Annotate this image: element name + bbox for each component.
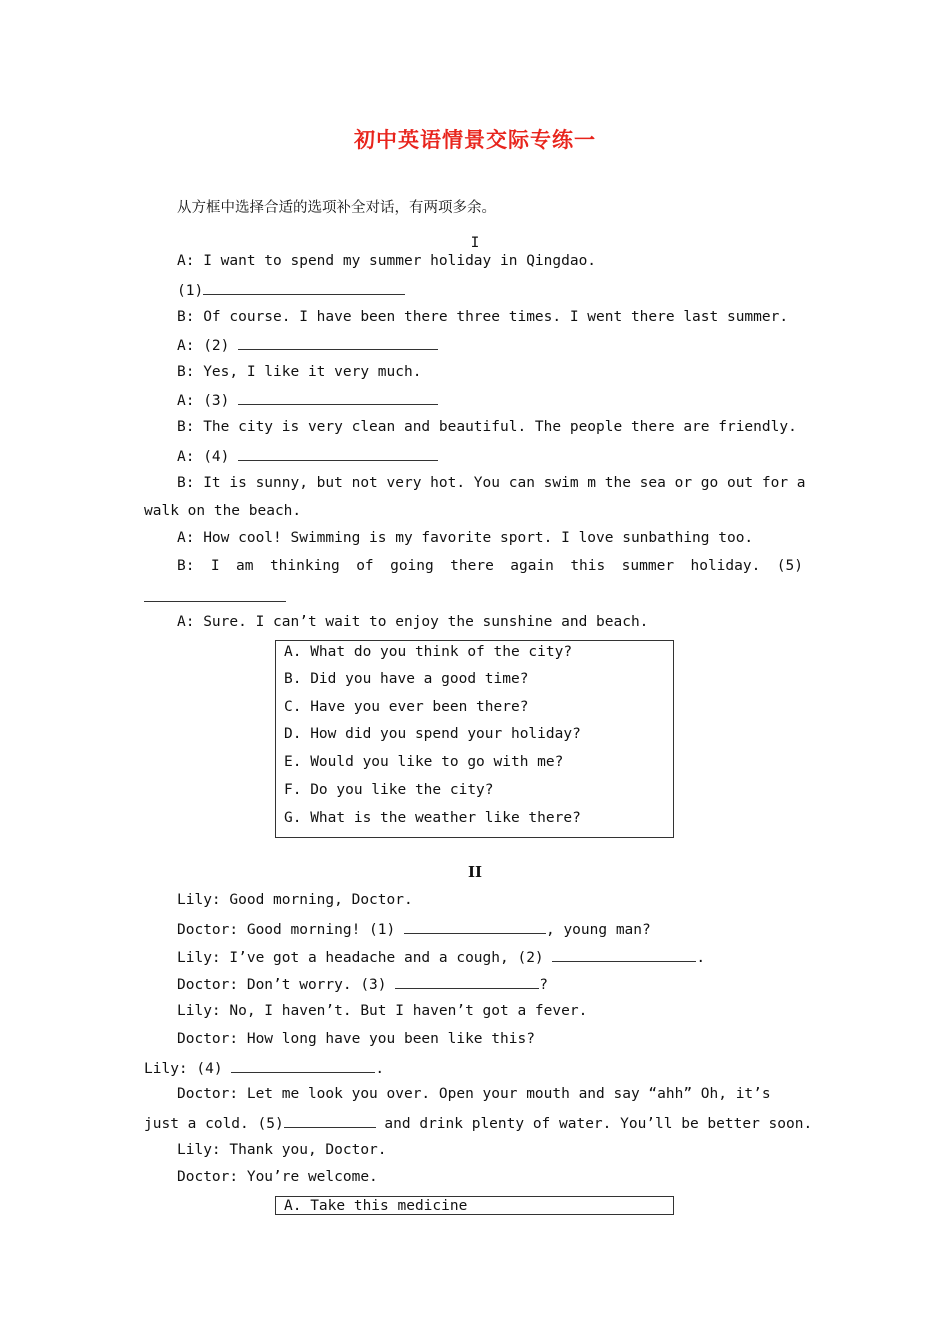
dialogue-line: Lily: Good morning, Doctor. (177, 892, 413, 908)
option-item: B. Did you have a good time? (284, 671, 529, 687)
dialogue-line: Doctor: Let me look you over. Open your mouth and say “ahh” Oh, it’s (177, 1086, 771, 1102)
options-box (275, 640, 674, 838)
dialogue-line: A: (4) (177, 445, 438, 467)
dialogue-line: Doctor: Good morning! (1) , young man? (177, 918, 651, 940)
option-item: C. Have you ever been there? (284, 699, 529, 715)
dialogue-line: A: How cool! Swimming is my favorite sport. I love sunbathing too. (177, 530, 754, 546)
instruction: 从方框中选择合适的选项补全对话，有两项多余。 (177, 200, 496, 216)
option-item: A. Take this medicine (284, 1198, 468, 1214)
part2-heading: II (467, 863, 483, 881)
dialogue-line: Doctor: How long have you been like this? (177, 1031, 535, 1047)
part1-heading: I (470, 235, 480, 251)
option-item: G. What is the weather like there? (284, 810, 581, 826)
dialogue-line: Lily: Thank you, Doctor. (177, 1142, 387, 1158)
dialogue-line: A: I want to spend my summer holiday in Qingdao. (177, 253, 597, 269)
dialogue-line: B: It is sunny, but not very hot. You can swim m the sea or go out for a (177, 475, 806, 491)
dialogue-line: B: The city is very clean and beautiful. The people there are friendly. (177, 419, 797, 435)
dialogue-line: Lily: No, I haven’t. But I haven’t got a fever. (177, 1003, 588, 1019)
dialogue-line: Doctor: Don’t worry. (3) ? (177, 973, 548, 995)
option-item: E. Would you like to go with me? (284, 754, 564, 770)
options-box (275, 1196, 674, 1215)
dialogue-line: Lily: I’ve got a headache and a cough, (2) . (177, 946, 705, 968)
answer-blank[interactable] (395, 973, 539, 989)
option-item: A. What do you think of the city? (284, 644, 573, 660)
dialogue-line: Lily: (4) . (144, 1057, 384, 1079)
dialogue-line: A: (2) (177, 334, 438, 356)
answer-blank[interactable] (203, 279, 405, 295)
page-title: 初中英语情景交际专练一 (354, 127, 596, 152)
answer-blank[interactable] (238, 334, 438, 350)
answer-blank[interactable] (552, 946, 696, 962)
dialogue-line: B: Yes, I like it very much. (177, 364, 422, 380)
dialogue-line: just a cold. (5) and drink plenty of water. You’ll be better soon. (144, 1112, 812, 1134)
answer-blank[interactable] (404, 918, 546, 934)
dialogue-line: (1) (177, 279, 405, 301)
dialogue-line: Doctor: You’re welcome. (177, 1169, 378, 1185)
answer-blank[interactable] (238, 445, 438, 461)
answer-blank[interactable] (231, 1057, 375, 1073)
dialogue-line: A: (3) (177, 389, 438, 411)
dialogue-line: walk on the beach. (144, 503, 302, 519)
option-item: F. Do you like the city? (284, 782, 494, 798)
dialogue-line: A: Sure. I can’t wait to enjoy the sunshine and beach. (177, 614, 649, 630)
answer-blank[interactable] (144, 586, 286, 602)
answer-blank[interactable] (284, 1112, 376, 1128)
dialogue-line: B: Of course. I have been there three times. I went there last summer. (177, 309, 789, 325)
answer-blank[interactable] (238, 389, 438, 405)
option-item: D. How did you spend your holiday? (284, 726, 581, 742)
dialogue-line-justified: B: I am thinking of going there again this summer holiday. (5) (177, 558, 803, 574)
